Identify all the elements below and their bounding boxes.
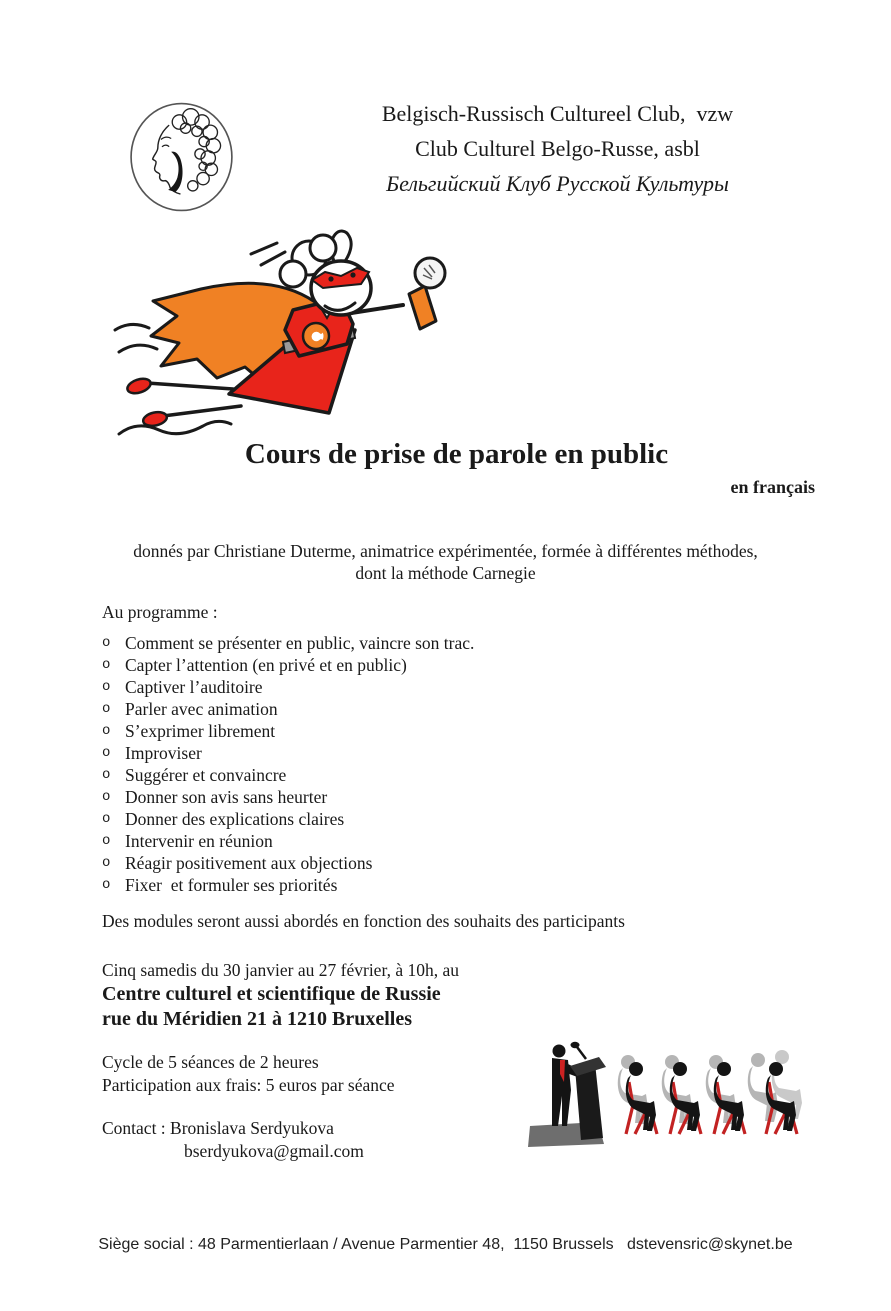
contact-name: Contact : Bronislava Serdyukova bbox=[102, 1118, 334, 1138]
intro-line-1: donnés par Christiane Duterme, animatrice expérimentée, formée à différentes méthodes, bbox=[133, 541, 758, 561]
club-name-russian: Бельгийский Клуб Русской Культуры bbox=[386, 171, 729, 196]
list-item bbox=[102, 874, 722, 896]
bullet-icon: o bbox=[102, 657, 111, 673]
list-item-label: Parler avec animation bbox=[125, 699, 278, 719]
superhero-illustration bbox=[113, 226, 510, 442]
list-item-label: Improviser bbox=[125, 743, 202, 763]
list-item-label: Suggérer et convaincre bbox=[125, 765, 287, 785]
club-names bbox=[230, 96, 885, 201]
venue-name: Centre culturel et scientifique de Russie bbox=[102, 983, 441, 1005]
venue-address: rue du Méridien 21 à 1210 Bruxelles bbox=[102, 1008, 412, 1030]
club-name-dutch: Belgisch-Russisch Cultureel Club, vzw bbox=[381, 101, 734, 126]
contact-email: bserdyukova@gmail.com bbox=[184, 1141, 364, 1161]
list-item bbox=[102, 764, 722, 786]
bullet-icon: o bbox=[102, 811, 111, 827]
list-item-label: Donner son avis sans heurter bbox=[125, 787, 328, 807]
language-note: en français bbox=[730, 477, 815, 497]
list-item-label: S’exprimer librement bbox=[125, 721, 276, 741]
list-item bbox=[102, 676, 722, 698]
list-item-label: Fixer et formuler ses priorités bbox=[125, 875, 338, 895]
club-name-french: Club Culturel Belgo-Russe, asbl bbox=[415, 136, 700, 161]
pushkin-portrait-icon bbox=[128, 100, 236, 214]
list-item-label: Intervenir en réunion bbox=[125, 831, 273, 851]
course-intro bbox=[0, 540, 891, 584]
list-item bbox=[102, 808, 722, 830]
details-section bbox=[102, 1051, 395, 1097]
bullet-icon: o bbox=[102, 701, 111, 717]
schedule-section bbox=[102, 958, 459, 1032]
bullet-icon: o bbox=[102, 767, 111, 783]
bullet-icon: o bbox=[102, 723, 111, 739]
list-item-label: Réagir positivement aux objections bbox=[125, 853, 373, 873]
fee-info: Participation aux frais: 5 euros par séance bbox=[102, 1075, 395, 1095]
list-item-label: Captiver l’auditoire bbox=[125, 677, 263, 697]
programme-heading: Au programme : bbox=[102, 602, 218, 622]
list-item bbox=[102, 632, 722, 654]
programme-list bbox=[102, 632, 722, 896]
club-logo-pushkin bbox=[128, 100, 236, 214]
superwoman-microphone-icon bbox=[113, 226, 510, 442]
list-item bbox=[102, 852, 722, 874]
footer-address: Siège social : 48 Parmentierlaan / Avenue Parmentier 48, 1150 Brussels dstevensric@skynet.be bbox=[98, 1236, 793, 1253]
modules-note: Des modules seront aussi abordés en fonction des souhaits des participants bbox=[102, 911, 625, 931]
list-item bbox=[102, 830, 722, 852]
list-item-label: Capter l’attention (en privé et en public) bbox=[125, 655, 407, 675]
programme-section bbox=[102, 602, 722, 896]
list-item bbox=[102, 720, 722, 742]
list-item bbox=[102, 698, 722, 720]
schedule-dates: Cinq samedis du 30 janvier au 27 février, à 10h, au bbox=[102, 960, 459, 980]
bullet-icon: o bbox=[102, 745, 111, 761]
intro-line-2: dont la méthode Carnegie bbox=[355, 563, 536, 583]
speaker-audience-icon bbox=[528, 1038, 813, 1150]
list-item bbox=[102, 786, 722, 808]
list-item bbox=[102, 742, 722, 764]
contact-section bbox=[102, 1117, 364, 1163]
list-item-label: Donner des explications claires bbox=[125, 809, 345, 829]
bullet-icon: o bbox=[102, 833, 111, 849]
list-item-label: Comment se présenter en public, vaincre son trac. bbox=[125, 633, 475, 653]
bullet-icon: o bbox=[102, 789, 111, 805]
list-item bbox=[102, 654, 722, 676]
podium-audience-illustration bbox=[528, 1038, 813, 1150]
bullet-icon: o bbox=[102, 855, 111, 871]
page-title: Cours de prise de parole en public bbox=[244, 438, 669, 470]
bullet-icon: o bbox=[102, 679, 111, 695]
bullet-icon: o bbox=[102, 877, 111, 893]
bullet-icon: o bbox=[102, 635, 111, 651]
cycle-info: Cycle de 5 séances de 2 heures bbox=[102, 1052, 319, 1072]
